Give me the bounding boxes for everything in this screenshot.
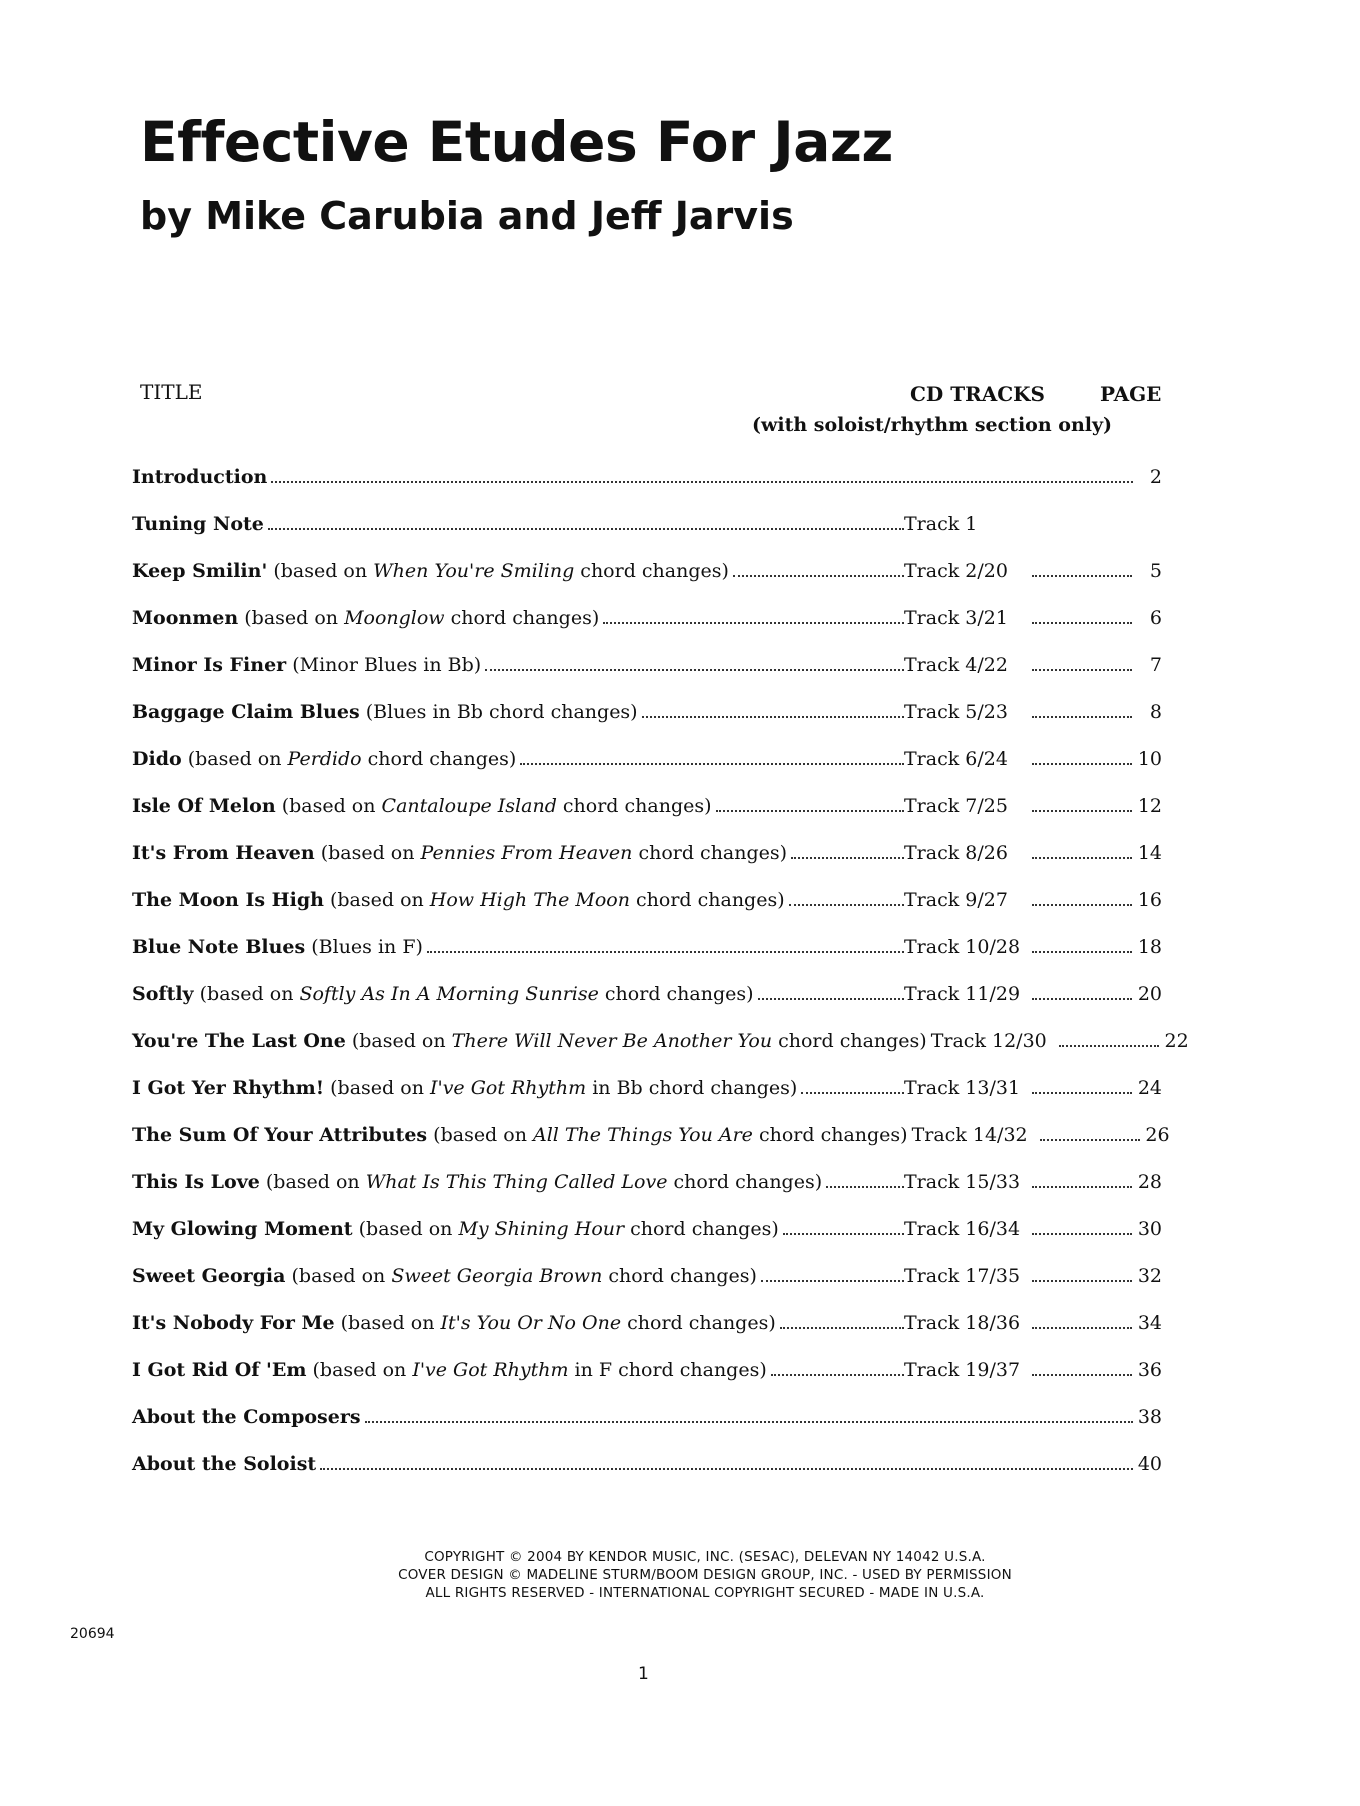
toc-entry-note: in Bb chord changes) <box>586 1077 798 1099</box>
toc-entry-page: 6 <box>1149 607 1162 629</box>
toc-entry-title: It's Nobody For Me <box>132 1312 335 1334</box>
copyright-line: COPYRIGHT © 2004 BY KENDOR MUSIC, INC. (SESAC), DELEVAN NY 14042 U.S.A. <box>424 1549 986 1565</box>
toc-entry <box>132 1445 1162 1475</box>
toc-entry-track: Track 8/26 <box>904 842 1008 864</box>
toc-entry <box>132 787 1162 817</box>
toc-entry-page: 24 <box>1137 1077 1162 1099</box>
toc-entry-note: chord changes) <box>752 1124 908 1146</box>
dot-leader <box>761 1279 904 1282</box>
toc-entry <box>132 599 1162 629</box>
toc-entry-track: Track 11/29 <box>904 983 1021 1005</box>
dot-leader <box>826 1185 904 1188</box>
copyright-line: ALL RIGHTS RESERVED - INTERNATIONAL COPYRIGHT SECURED - MADE IN U.S.A. <box>425 1585 985 1601</box>
dot-leader <box>780 1326 904 1329</box>
column-header-subtitle: (with soloist/rhythm section only) <box>752 414 1113 436</box>
dot-leader <box>1040 1138 1140 1141</box>
copyright-notice <box>300 1548 1110 1602</box>
dot-leader <box>758 997 904 1000</box>
book-title: Effective Etudes For Jazz <box>140 110 893 174</box>
book-authors: by Mike Carubia and Jeff Jarvis <box>140 194 794 238</box>
toc-entry-note: in F chord changes) <box>568 1359 767 1381</box>
dot-leader <box>642 715 904 718</box>
toc-entry-title: Isle Of Melon <box>132 795 276 817</box>
toc-entry-title: The Moon Is High <box>132 889 324 911</box>
toc-entry-note: chord changes) <box>361 748 517 770</box>
toc-entry <box>132 975 1162 1005</box>
toc-entry-text <box>132 1030 927 1052</box>
copyright-line: COVER DESIGN © MADELINE STURM/BOOM DESIGN GROUP, INC. - USED BY PERMISSION <box>398 1567 1012 1583</box>
toc-entry-text <box>132 936 423 958</box>
dot-leader <box>1032 574 1132 577</box>
toc-entry-note: (based on <box>267 560 374 582</box>
toc-entry-title: It's From Heaven <box>132 842 315 864</box>
dot-leader <box>771 1373 904 1376</box>
toc-entry <box>132 646 1162 676</box>
toc-entry-page: 10 <box>1137 748 1162 770</box>
toc-entry-title: Introduction <box>132 466 268 488</box>
toc-entry <box>132 458 1162 488</box>
toc-entry-source-tune: Softly As In A Morning Sunrise <box>299 983 599 1005</box>
toc-entry-page: 12 <box>1137 795 1162 817</box>
toc-entry-note: (based on <box>181 748 288 770</box>
toc-entry-page: 2 <box>1149 466 1162 488</box>
toc-entry-title: Keep Smilin' <box>132 560 268 582</box>
toc-entry-note: chord changes) <box>602 1265 757 1287</box>
dot-leader <box>1032 1326 1132 1329</box>
toc-entry-text <box>132 1124 908 1146</box>
column-header-title: TITLE <box>140 380 203 404</box>
toc-entry-track: Track 16/34 <box>904 1218 1021 1240</box>
toc-entry <box>132 552 1162 582</box>
toc-entry <box>132 1351 1162 1381</box>
toc-entry-title: Blue Note Blues <box>132 936 306 958</box>
toc-entry-page: 26 <box>1145 1124 1170 1146</box>
toc-entry-note: chord changes) <box>632 842 788 864</box>
toc-entry <box>132 881 1162 911</box>
toc-entry-page: 28 <box>1137 1171 1162 1193</box>
toc-entry-note: chord changes) <box>598 983 754 1005</box>
dot-leader <box>365 1420 1133 1423</box>
toc-entry-text <box>132 654 481 676</box>
dot-leader <box>1032 1373 1132 1376</box>
toc-entry-title: Dido <box>132 748 182 770</box>
toc-entry <box>132 1210 1162 1240</box>
toc-entry-text <box>132 513 264 535</box>
toc-entry <box>132 1069 1162 1099</box>
toc-entry-track: Track 6/24 <box>904 748 1008 770</box>
toc-entry-track: Track 10/28 <box>904 936 1021 958</box>
toc-entry-note: (Minor Blues in Bb) <box>286 654 482 676</box>
toc-entry-note: chord changes) <box>624 1218 779 1240</box>
toc-entry-page: 18 <box>1137 936 1162 958</box>
toc-entry-note: chord changes) <box>574 560 729 582</box>
toc-entry <box>132 1163 1162 1193</box>
toc-entry-text <box>132 889 785 911</box>
dot-leader <box>716 809 904 812</box>
toc-entry-note: chord changes) <box>556 795 712 817</box>
dot-leader <box>791 856 904 859</box>
toc-entry-title: Tuning Note <box>132 513 264 535</box>
toc-entry-text <box>132 560 729 582</box>
toc-entry-text <box>132 748 516 770</box>
toc-entry-text <box>132 1077 797 1099</box>
toc-entry-source-tune: Cantaloupe Island <box>381 795 557 817</box>
toc-entry-note: chord changes) <box>629 889 785 911</box>
dot-leader <box>733 574 904 577</box>
toc-entry-note: (based on <box>306 1359 413 1381</box>
dot-leader <box>1032 997 1132 1000</box>
toc-entry-note: chord changes) <box>444 607 600 629</box>
toc-entry-page: 16 <box>1137 889 1162 911</box>
toc-entry-note: chord changes) <box>621 1312 776 1334</box>
dot-leader <box>783 1232 904 1235</box>
dot-leader <box>320 1467 1133 1470</box>
toc-entry-title: I Got Rid Of 'Em <box>132 1359 307 1381</box>
toc-entry-text <box>132 466 267 488</box>
toc-entry-text <box>132 983 754 1005</box>
toc-entry-text <box>132 1406 361 1428</box>
toc-entry <box>132 1116 1170 1146</box>
dot-leader <box>427 950 904 953</box>
toc-entry-source-tune: Perdido <box>287 748 362 770</box>
toc-entry-note: (based on <box>275 795 382 817</box>
dot-leader <box>1032 762 1132 765</box>
toc-entry-note: (based on <box>193 983 300 1005</box>
dot-leader <box>1032 809 1132 812</box>
toc-entry-source-tune: I've Got Rhythm <box>429 1077 587 1099</box>
toc-entry-track: Track 2/20 <box>904 560 1008 582</box>
catalog-number: 20694 <box>70 1626 115 1642</box>
toc-entry <box>132 1257 1162 1287</box>
toc-entry-note: (Blues in Bb chord changes) <box>359 701 638 723</box>
toc-entry-title: Baggage Claim Blues <box>132 701 360 723</box>
toc-entry-page: 7 <box>1149 654 1162 676</box>
dot-leader <box>1032 1279 1132 1282</box>
toc-entry-source-tune: All The Things You Are <box>532 1124 753 1146</box>
toc-entry-track: Track 19/37 <box>904 1359 1021 1381</box>
toc-entry-source-tune: My Shining Hour <box>458 1218 625 1240</box>
dot-leader <box>1059 1044 1159 1047</box>
dot-leader <box>801 1091 904 1094</box>
dot-leader <box>1032 1091 1132 1094</box>
toc-entry <box>132 1304 1162 1334</box>
toc-entry-text <box>132 701 638 723</box>
dot-leader <box>1032 621 1132 624</box>
toc-entry-source-tune: When You're Smiling <box>373 560 575 582</box>
toc-entry-text <box>132 1265 757 1287</box>
toc-entry-note: chord changes) <box>667 1171 823 1193</box>
toc-entry-track: Track 7/25 <box>904 795 1008 817</box>
toc-entry-source-tune: How High The Moon <box>429 889 630 911</box>
toc-entry-title: Sweet Georgia <box>132 1265 286 1287</box>
toc-entry-page: 40 <box>1137 1453 1162 1475</box>
dot-leader <box>520 762 904 765</box>
toc-entry-note: (based on <box>285 1265 392 1287</box>
dot-leader <box>789 903 904 906</box>
toc-entry-title: You're The Last One <box>132 1030 346 1052</box>
toc-entry-note: (based on <box>238 607 345 629</box>
toc-entry-text <box>132 1171 822 1193</box>
toc-entry-note: (based on <box>314 842 421 864</box>
toc-entry-track: Track 14/32 <box>911 1124 1028 1146</box>
toc-entry-title: The Sum Of Your Attributes <box>132 1124 428 1146</box>
toc-entry-page: 22 <box>1164 1030 1189 1052</box>
toc-entry-note: (based on <box>323 889 430 911</box>
dot-leader <box>1032 1232 1132 1235</box>
toc-entry <box>132 505 1162 535</box>
dot-leader <box>1032 1185 1132 1188</box>
toc-entry-title: About the Composers <box>132 1406 361 1428</box>
toc-entry-text <box>132 842 787 864</box>
dot-leader <box>271 480 1133 483</box>
toc-entry-text <box>132 1359 767 1381</box>
toc-entry-track: Track 3/21 <box>904 607 1008 629</box>
dot-leader <box>1032 715 1132 718</box>
toc-entry-source-tune: It's You Or No One <box>440 1312 622 1334</box>
column-header-cd-tracks: CD TRACKS <box>910 382 1045 406</box>
toc-entry-page: 8 <box>1149 701 1162 723</box>
column-header-page: PAGE <box>1100 382 1162 406</box>
toc-entry-track: Track 18/36 <box>904 1312 1021 1334</box>
toc-entry-source-tune: Moonglow <box>344 607 445 629</box>
toc-entry-track: Track 15/33 <box>904 1171 1021 1193</box>
toc-entry-note: (based on <box>334 1312 441 1334</box>
toc-entry <box>132 834 1162 864</box>
toc-entry <box>132 928 1162 958</box>
toc-entry-source-tune: What Is This Thing Called Love <box>365 1171 668 1193</box>
toc-entry-title: Moonmen <box>132 607 239 629</box>
toc-entry-note: (based on <box>427 1124 533 1146</box>
toc-entry-title: This Is Love <box>132 1171 260 1193</box>
toc-entry-source-tune: I've Got Rhythm <box>412 1359 569 1381</box>
toc-entry-track: Track 9/27 <box>904 889 1008 911</box>
dot-leader <box>603 621 904 624</box>
dot-leader <box>1032 950 1132 953</box>
toc-entry-title: Minor Is Finer <box>132 654 287 676</box>
toc-entry-title: My Glowing Moment <box>132 1218 353 1240</box>
toc-entry <box>132 740 1162 770</box>
toc-entry-track: Track 1 <box>904 513 978 535</box>
dot-leader <box>1032 668 1132 671</box>
toc-entry-note: (based on <box>352 1218 459 1240</box>
toc-entry-page: 38 <box>1137 1406 1162 1428</box>
toc-entry-page: 14 <box>1137 842 1162 864</box>
toc-entry-text <box>132 607 599 629</box>
toc-entry-track: Track 5/23 <box>904 701 1008 723</box>
toc-entry-page: 32 <box>1137 1265 1162 1287</box>
dot-leader <box>1032 903 1132 906</box>
dot-leader <box>268 527 904 530</box>
toc-entry-note: chord changes) <box>772 1030 927 1052</box>
toc-entry-note: (based on <box>324 1077 430 1099</box>
toc-entry-note: (Blues in F) <box>305 936 423 958</box>
toc-entry-text <box>132 1312 776 1334</box>
toc-entry-note: (based on <box>345 1030 452 1052</box>
toc-entry-text <box>132 795 712 817</box>
toc-entry-track: Track 13/31 <box>904 1077 1021 1099</box>
toc-entry-title: About the Soloist <box>132 1453 317 1475</box>
dot-leader <box>1032 856 1132 859</box>
toc-entry-text <box>132 1218 779 1240</box>
toc-entry <box>132 693 1162 723</box>
toc-entry <box>132 1022 1189 1052</box>
page-number: 1 <box>638 1664 649 1684</box>
toc-entry <box>132 1398 1162 1428</box>
toc-entry-track: Track 4/22 <box>904 654 1008 676</box>
toc-entry-track: Track 17/35 <box>904 1265 1021 1287</box>
toc-entry-page: 30 <box>1137 1218 1162 1240</box>
toc-entry-title: Softly <box>132 983 194 1005</box>
toc-entry-page: 5 <box>1149 560 1162 582</box>
dot-leader <box>485 668 904 671</box>
toc-entry-note: (based on <box>259 1171 366 1193</box>
toc-entry-page: 36 <box>1137 1359 1162 1381</box>
toc-entry-source-tune: There Will Never Be Another You <box>451 1030 773 1052</box>
toc-entry-page: 20 <box>1137 983 1162 1005</box>
toc-entry-track: Track 12/30 <box>930 1030 1047 1052</box>
toc-entry-text <box>132 1453 316 1475</box>
toc-entry-page: 34 <box>1137 1312 1162 1334</box>
toc-entry-title: I Got Yer Rhythm! <box>132 1077 325 1099</box>
toc-entry-source-tune: Sweet Georgia Brown <box>391 1265 603 1287</box>
toc-entry-source-tune: Pennies From Heaven <box>420 842 633 864</box>
